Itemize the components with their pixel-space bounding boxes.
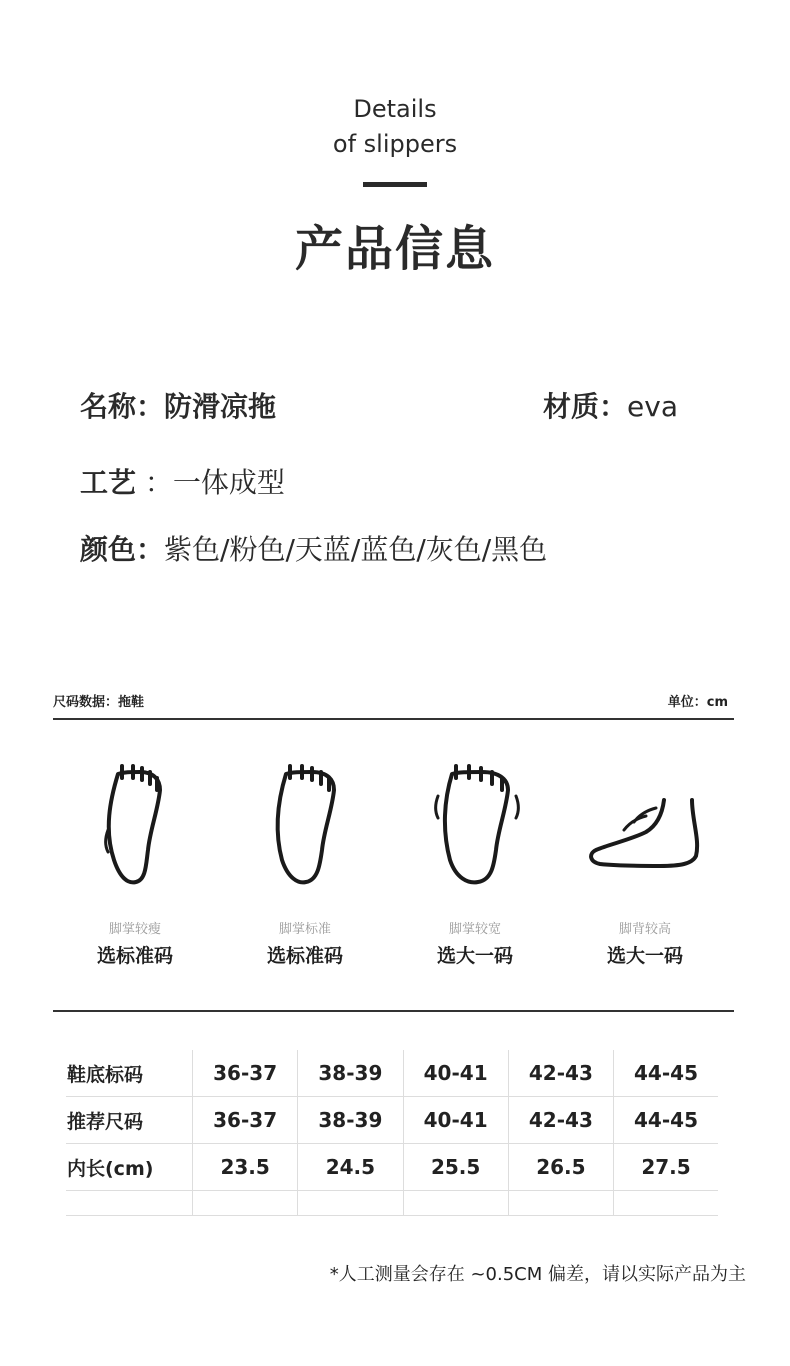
table-row — [66, 1144, 718, 1191]
name-label: 名称： — [80, 390, 165, 423]
row-label: 推荐尺码 — [66, 1097, 193, 1144]
table-cell — [403, 1191, 508, 1216]
material-row — [543, 385, 678, 425]
foot-caption: 脚掌较瘦 — [108, 922, 161, 937]
table-cell: 24.5 — [298, 1144, 403, 1191]
table-cell: 42-43 — [508, 1097, 613, 1144]
table-cell — [193, 1191, 298, 1216]
name-row — [80, 385, 276, 425]
craft-label: 工艺 — [80, 466, 137, 499]
table-cell: 23.5 — [193, 1144, 298, 1191]
craft-row — [80, 461, 285, 501]
name-value: 防滑凉拖 — [164, 390, 277, 423]
table-row — [66, 1097, 718, 1144]
table-cell: 36-37 — [193, 1097, 298, 1144]
table-row-empty — [66, 1191, 718, 1216]
table-cell: 38-39 — [298, 1097, 403, 1144]
foot-caption: 脚掌较宽 — [448, 922, 501, 937]
table-cell: 38-39 — [298, 1050, 403, 1097]
color-label: 颜色： — [80, 533, 165, 566]
header-english-line-1: Details — [353, 95, 437, 123]
foot-type-thin — [50, 760, 220, 968]
size-table — [66, 1050, 718, 1216]
high-instep-foot-icon — [580, 760, 710, 890]
table-cell — [298, 1191, 403, 1216]
row-label: 鞋底标码 — [66, 1050, 193, 1097]
wide-foot-icon — [420, 760, 530, 890]
table-cell: 40-41 — [403, 1050, 508, 1097]
table-cell: 26.5 — [508, 1144, 613, 1191]
table-cell: 40-41 — [403, 1097, 508, 1144]
table-cell: 27.5 — [614, 1144, 719, 1191]
foot-type-standard — [220, 760, 390, 968]
table-cell — [508, 1191, 613, 1216]
table-row — [66, 1050, 718, 1097]
craft-value: ：一体成型 — [144, 466, 285, 499]
foot-type-wide — [390, 760, 560, 968]
foot-tip: 选大一码 — [436, 945, 513, 967]
foot-tip: 选标准码 — [96, 945, 173, 967]
material-label: 材质： — [543, 390, 628, 423]
foot-caption: 脚背较高 — [618, 922, 671, 937]
thin-foot-icon — [80, 760, 190, 890]
size-section-unit: 单位：cm — [667, 695, 728, 710]
title-divider — [363, 182, 427, 187]
table-cell — [614, 1191, 719, 1216]
table-cell: 36-37 — [193, 1050, 298, 1097]
section-divider-top — [53, 718, 734, 720]
color-row — [80, 528, 547, 568]
header-english-line-2: of slippers — [332, 130, 458, 158]
size-section-title: 尺码数据：拖鞋 — [53, 695, 145, 710]
table-cell: 44-45 — [614, 1097, 719, 1144]
table-cell: 44-45 — [614, 1050, 719, 1097]
table-cell: 25.5 — [403, 1144, 508, 1191]
color-value: 紫色/粉色/天蓝/蓝色/灰色/黑色 — [164, 533, 548, 566]
foot-type-high-instep — [560, 760, 730, 968]
table-cell: 42-43 — [508, 1050, 613, 1097]
row-label — [66, 1191, 193, 1216]
measurement-note: *人工测量会存在 ~0.5CM 偏差，请以实际产品为主 — [329, 1264, 746, 1285]
row-label: 内长(cm) — [66, 1144, 193, 1191]
foot-tip: 选大一码 — [606, 945, 683, 967]
standard-foot-icon — [250, 760, 360, 890]
section-divider-bottom — [53, 1010, 734, 1012]
page-title: 产品信息 — [294, 221, 495, 277]
foot-tip: 选标准码 — [266, 945, 343, 967]
foot-caption: 脚掌标准 — [278, 922, 331, 937]
material-value: eva — [627, 390, 678, 423]
